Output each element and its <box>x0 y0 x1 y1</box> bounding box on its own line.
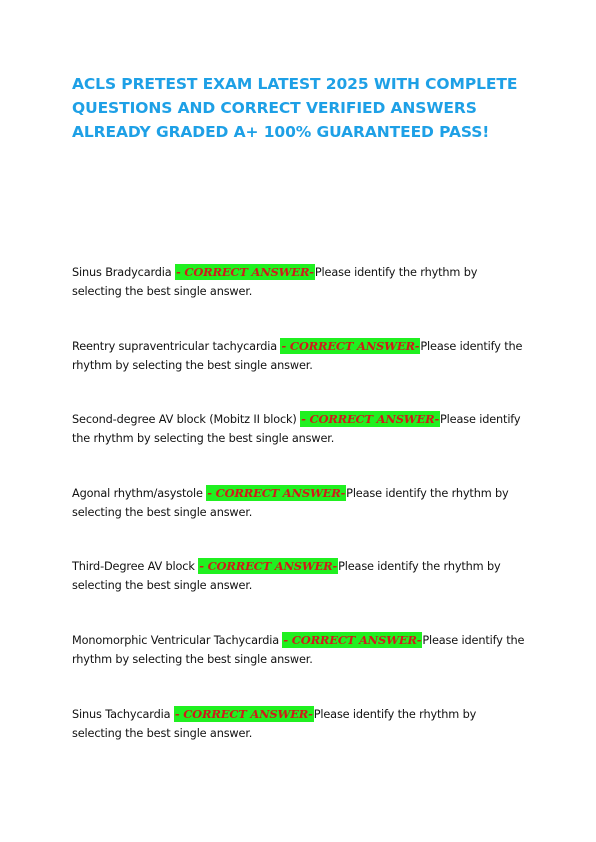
correct-answer-badge: - CORRECT ANSWER- <box>207 485 346 500</box>
answer-text: Sinus Bradycardia <box>72 266 175 279</box>
correct-answer-badge: - CORRECT ANSWER- <box>281 338 420 353</box>
question-text: Please identify the rhythm by selecting the best single answer. <box>72 486 509 519</box>
question-text: Please identify the rhythm by selecting the best single answer. <box>72 413 521 446</box>
qa-item <box>72 337 528 411</box>
question-text: Please identify the rhythm by selecting the best single answer. <box>72 707 477 740</box>
correct-answer-badge: - CORRECT ANSWER- <box>283 632 422 647</box>
qa-item <box>72 484 528 558</box>
answer-text: Reentry supraventricular tachycardia <box>72 339 281 353</box>
question-text: Please identify the rhythm by selecting the best single answer. <box>72 633 525 666</box>
qa-item <box>72 263 528 337</box>
question-text: Please identify the rhythm by selecting the best single answer. <box>72 339 523 372</box>
qa-item <box>72 705 528 779</box>
correct-answer-badge: - CORRECT ANSWER- <box>175 265 314 279</box>
question-text: Please identify the rhythm by selecting the best single answer. <box>72 560 501 593</box>
question-text: Please identify the rhythm by selecting the best single answer. <box>72 266 478 298</box>
correct-answer-badge: - CORRECT ANSWER- <box>174 706 313 721</box>
qa-item <box>72 557 528 631</box>
correct-answer-badge: - CORRECT ANSWER- <box>301 412 440 427</box>
qa-item <box>72 410 528 484</box>
answer-text: Sinus Tachycardia <box>72 707 174 721</box>
answer-text: Third-Degree AV block <box>72 560 199 574</box>
document-title: ACLS PRETEST EXAM LATEST 2025 WITH COMPLETE QUESTIONS AND CORRECT VERIFIED ANSWERS ALREADY GRADED A+ 100% GUARANTEED PASS! <box>72 75 518 141</box>
answer-text: Second-degree AV block (Mobitz II block) <box>72 413 301 427</box>
qa-list <box>72 263 528 778</box>
answer-text: Monomorphic Ventricular Tachycardia <box>72 633 283 647</box>
qa-item <box>72 631 528 705</box>
correct-answer-badge: - CORRECT ANSWER- <box>199 559 338 574</box>
answer-text: Agonal rhythm/asystole <box>72 486 207 500</box>
